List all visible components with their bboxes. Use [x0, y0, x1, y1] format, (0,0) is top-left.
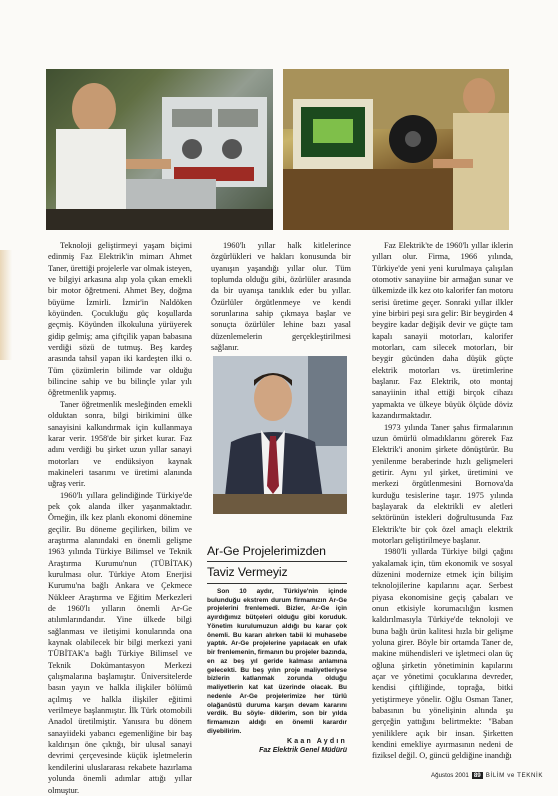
paragraph: 1960'lı yıllar halk kitlelerince özgürlükleri ve hakları konusunda bir uyanışın yaşandığı yıllar olur. Tüm toplumda olduğu gibi, özürlüler arasında da bir uyanışa tanıklık eder bu yıllar. Özürlüler örgütlenmeye ve kendi sorunlarına sahip çıkmaya başlar ve sonuçta özürlüler lehine bazı yasal düzenlemelerin gerçekleştirilmesi sağlanır.	[211, 241, 351, 353]
article-column-1	[48, 240, 192, 796]
sidebar-text: Son 10 aydır, Türkiye'nin içinde bulunduğu ekstrem durum firmamızın Ar-Ge projelerini frenlemedi. Bizler, Ar-Ge için ayırdığımız bütçeleri olduğu gibi koruduk. Yönetim kurulumuzun aldığı bu karar çok önemli. Bu kararı alırken tabii ki muhasebe yaptık. Ar-Ge projelerine yapılacak en ufak bir frenlemenin, firmanın bu projeler bazında, en az beş yıl geride kalması anlamına gelecekti. Bu beş yılın proje maliyetleriyse bizlerin katlanmak zorunda olduğu maliyetlerin kat kat üzerinde olacak. Bu nedenle Ar-Ge projelerimize her türlü olağanüstü duruma karşın devam kararını verdik. Bu söyle- diklerim, son bir yılda firmamızın aldığı en önemli karardır diyebilirim.	[207, 587, 347, 735]
page-footer	[431, 772, 543, 779]
article-column-2	[211, 240, 351, 353]
sidebar-title-line-2: Taviz Vermeyiz	[207, 562, 347, 583]
sidebar-title	[207, 541, 347, 584]
paragraph: Faz Elektrik'te de 1960'lı yıllar iklerin yılları olur. Firma, 1966 yılında, Türkiye'de yeni yeni kurulmaya çalışılan otomotiv sanayiine bir armağan sunar ve ülkemizde ilk kez oto kalorifer fan motoru serisi üretime geçer. Sonraki yıllar ilkler yine birbiri peşi sıra gelir: Bir beygirden 4 beygire kadar değişik devir ve güçte tam kapalı sanayii motorları, kalorifer motorları, cam silecek motorları, bir beygir gücünden daha düşük güçte elektrik motorları vs. üretimlerine başlanır. Faz Elektrik, oto montaj sanayiinin ithal ettiği birçok cihazı yapmakta ve ülkeye büyük ölçüde döviz kazandırmaktadır.	[372, 241, 513, 421]
paragraph: 1973 yılında Taner şahıs firmalarının uzun ömürlü olmadıklarını görerek Faz Elektrik'i anonim şirkete dönüştürür. Bu yenilenme beraberinde hızlı gelişmeleri getirir. Aynı yıl şirket, üretimini ve merkezi örgütlenmesini Bornova'da kurduğu tesislerine taşır. 1975 yılında başlayarak da elektrikli ev aletleri sektörünün istekleri doğrultusunda Faz Elektrik'te bir çok özel amaçlı elektrik motorları geliştirilmeye başlanır.	[372, 422, 513, 545]
portrait-photo	[213, 356, 347, 514]
paragraph: 1960'lı yıllara gelindiğinde Türkiye'de pek çok alanda ilker yaşanmaktadır. Örneğin, ilk kez planlı ekonomi dönemine geçilir. Bu döneme geçilirken, bilim ve araştırma alanındaki en önemli gelişme 1963 yılında Türkiye Bilimsel ve Teknik Araştırma Kurumu'nun (TÜBİTAK) kurulması olur. Türkiye Atom Enerjisi Kurumu'na bağlı Ankara ve Çekmece Nükleer Araştırma ve Eğitim Merkezleri de 1960'lı yılların önemli Ar-Ge atılımlarındandır. Yine ülkede bilgi sağlanması ve iletişimi konularında ona kaynak olabilecek bir bilgi merkezi yani TÜBİTAK'a bağlı Türkiye Bilimsel ve Teknik Dokümantasyon Merkezi çalışmalarına başlamıştır. Üniversitelerde basın yayın ve halkla ilişkiler bölümü açılmış ve halkla ilişkiler eğitimi verilmeye başlanmıştır. İlk Türk otomobili Anadol üretilmiştir. Yanısıra bu dönem sanayiideki yabancı egemenliğine bir baş kaldırışın öne çıktığı, bir ulusal sanayi devrimi çerçevesinde küçük işletmelerin kendilerini uluslararası rekabete hazırlama yolunda önemli adımlar attığı yıllar olmuştur.	[48, 490, 192, 795]
sidebar-title-line-1: Ar-Ge Projelerimizden	[207, 541, 347, 562]
signature-name: Kaan Aydın	[287, 737, 347, 745]
paragraph: Taner öğretmenlik mesleğinden emekli olduktan sonra, bilgi birikimini ülke sanayisini kalkındırmak için kullanmaya karar verir. 1958'de bir şirket kurar. Faz adını verdiği bu şirket uzun yıllar sanayi motorları ve endüksiyon kaynak makineleri tasarımı ve üretimi alanında uğraş verir.	[48, 399, 192, 489]
photo-engineer-lab	[46, 69, 273, 230]
paragraph: Teknoloji geliştirmeyi yaşam biçimi edinmiş Faz Elektrik'in mimarı Ahmet Taner, ürettiği projelerle var olmak isteyen, ve bilgiyi arkasına alıp yola çıkan emekli bir motor öğretmeni. Ahmet Bey, doğma büyüme İzmirli. İzmir'in Naldöken köyünden. Çocukluğu güç koşullarda geçmiş. Köyünden ilkokuluna yürüyerek gidip gelmiş; ama çiftçilik yapan babasına verdiği sözü de tutmuş. Beş kardeş arasında tahsil yapan iki kardeşten ilki o. Tüm çözümlerin bilimde var olduğu bilincine sahip ve bu bilinçle yılar yılı öğretmenlik yapmış.	[48, 241, 192, 398]
article-column-3	[372, 240, 513, 762]
interview-sidebar	[207, 541, 347, 756]
paragraph: 1980'li yıllarda Türkiye bilgi çağını yakalamak için, tüm ekonomik ve sosyal düzenini modernize etmek için bilişim teknolojilerine kapılarını açar. Serbest piyasa ekonomisine geçiş çabaları ve onun etkisiyle korumacılığın kısmen kaldırılmasıyla Türkiye'de teknoloji ve buna bağlı ürün kalitesi hızla bir gelişme yoluna girer. Böyle bir ortamda Taner de, makine mühendisleri ve işletmeci olan üç oğluna şirketin yönetiminin kapılarını açar ve yönetimi çocuklarına devreder, kendisi çiftliğinde, toprağa, bitki yetiştirmeye yönelir. Oğlu Osman Taner, babasının bu yönelişinin altında şu gerçeğin yattığını belirtmekte: "Baban yeniliklere açık bir insan. Şirketten kendini emekliye ayırmasının nedeni de fiziksel değil. O, güncü geldiğine inandığı	[372, 547, 513, 761]
signature-title: Faz Elektrik Genel Müdürü	[259, 747, 347, 755]
issue-date: Ağustos 2001	[431, 772, 469, 779]
sidebar-body	[207, 588, 347, 756]
page-edge-shadow	[0, 250, 12, 360]
magazine-name: BİLİM ve TEKNİK	[485, 772, 544, 779]
photo-engineer-computer	[283, 69, 509, 230]
page-number: 89	[473, 772, 481, 779]
